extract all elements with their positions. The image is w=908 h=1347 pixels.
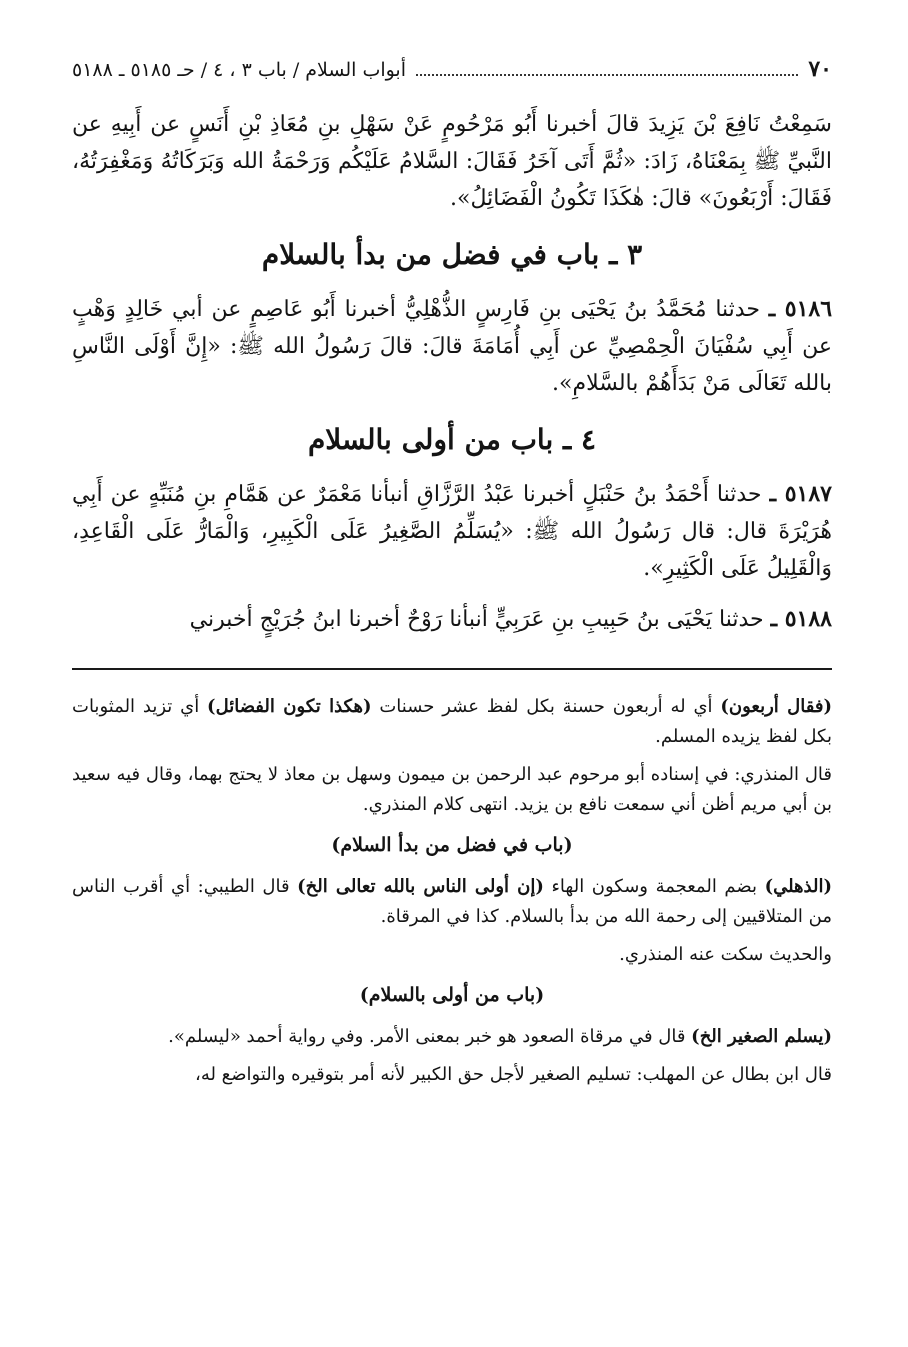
hadith-text: حدثنا يَحْيَى بنُ حَبِيبِ بنِ عَرَبِيٍّ أنبأنا رَوْحٌ أخبرنا ابنُ جُرَيْجٍ أخبرني: [189, 607, 764, 632]
note-4: والحديث سكت عنه المنذري.: [619, 944, 832, 965]
chapter-4-heading: ٤ ـ باب من أولى بالسلام: [307, 423, 597, 456]
note-lemma: (الذهلي): [764, 876, 832, 897]
running-title: أبواب السلام / باب ٣ ، ٤ / حـ ٥١٨٥ ـ ٥١٨٨: [72, 59, 407, 81]
hadith-number: ٥١٨٦ ـ: [768, 296, 833, 322]
hadith-5186: [72, 291, 832, 402]
note-lemma: (إن أولى الناس بالله تعالى الخ): [297, 876, 544, 897]
hadith-text: حدثنا أَحْمَدُ بنُ حَنْبَلٍ أخبرنا عَبْدُ الرَّزَّاقِ أنبأنا مَعْمَرٌ عن هَمَّامِ بنِ مُنَبِّهٍ عن أَبِي هُرَيْرَةَ قال: قال رَسُولُ الله ﷺ: «يُسَلِّمُ الصَّغِيرُ عَلَى الْكَبِيرِ، وَالْمَارُّ عَلَى الْقَاعِدِ، وَالْقَلِيلُ عَلَى الْكَثِيرِ».: [72, 482, 832, 581]
hadith-text: حدثنا مُحَمَّدُ بنُ يَحْيَى بنِ فَارِسٍ الذُّهْلِيُّ أخبرنا أَبُو عَاصِمٍ عن أبي خَالِدٍ وَهْبٍ عن أَبِي سُفْيَانَ الْحِمْصِيِّ عن أَبِي أُمَامَةَ قالَ: قالَ رَسُولُ الله ﷺ: «إِنَّ أَوْلَى النَّاسِ بالله تَعَالَى مَنْ بَدَأَهُمْ بالسَّلامِ».: [72, 297, 832, 396]
spacer: [72, 587, 832, 601]
page-number: ٧٠: [808, 56, 832, 82]
note-3: [72, 872, 832, 932]
header-dot-leader: [416, 74, 798, 76]
chapter-3-heading: ٣ ـ باب في فضل من بدأ بالسلام: [261, 238, 643, 271]
note-subheading-1: (باب في فضل من بدأ السلام): [331, 834, 573, 856]
main-text: [72, 106, 832, 638]
note-lemma: (يسلم الصغير الخ): [691, 1026, 832, 1047]
note-text: بضم المعجمة وسكون الهاء: [551, 876, 757, 897]
hadith-5185-continuation: سَمِعْتُ نَافِعَ بْنَ يَزِيدَ قالَ أخبرنا أَبُو مَرْحُومٍ عَنْ سَهْلِ بنِ مُعَاذِ بْنِ أَنَسٍ عن أَبِيهِ عن النَّبيِّ ﷺ بِمَعْنَاهُ، زَادَ: «ثُمَّ أَتَى آخَرُ فَقَالَ: السَّلامُ عَلَيْكُم وَرَحْمَةُ الله وَبَرَكَاتُهُ وَمَغْفِرَتُهُ، فَقَالَ: أَرْبَعُونَ» قالَ: هٰكَذَا تَكُونُ الْفَضَائِلُ».: [72, 112, 832, 211]
commentary: [72, 692, 832, 1090]
running-header: [72, 56, 832, 86]
hadith-number: ٥١٨٨ ـ: [770, 606, 832, 632]
note-6: قال ابن بطال عن المهلب: تسليم الصغير لأجل حق الكبير لأنه أمر بتوقيره والتواضع له،: [195, 1064, 832, 1085]
hadith-5187: [72, 476, 832, 587]
note-subheading-2: (باب من أولى بالسلام): [359, 984, 545, 1006]
hadith-5188: [72, 601, 832, 638]
footnote-divider: [72, 668, 832, 670]
note-2: قال المنذري: في إسناده أبو مرحوم عبد الرحمن بن ميمون وسهل بن معاذ لا يحتج بهما، وقال فيه سعيد بن أبي مريم أظن أني سمعت نافع بن يزيد. انتهى كلام المنذري.: [72, 764, 832, 815]
hadith-number: ٥١٨٧ ـ: [769, 481, 832, 507]
note-lemma: (فقال أربعون): [720, 696, 832, 717]
note-5: [72, 1022, 832, 1052]
note-1: [72, 692, 832, 752]
note-text: قال في مرقاة الصعود هو خبر بمعنى الأمر. وفي رواية أحمد «ليسلم».: [168, 1026, 686, 1047]
note-lemma: (هكذا تكون الفضائل): [207, 696, 372, 717]
note-text: أي تزيد المثوبات بكل لفظ يزيده المسلم.: [72, 696, 832, 747]
note-text: أي له أربعون حسنة بكل لفظ عشر حسنات: [379, 696, 713, 717]
note-text: قال الطيبي: أي أقرب الناس من المتلاقيين إلى رحمة الله من بدأ بالسلام. كذا في المرقاة.: [72, 876, 832, 927]
